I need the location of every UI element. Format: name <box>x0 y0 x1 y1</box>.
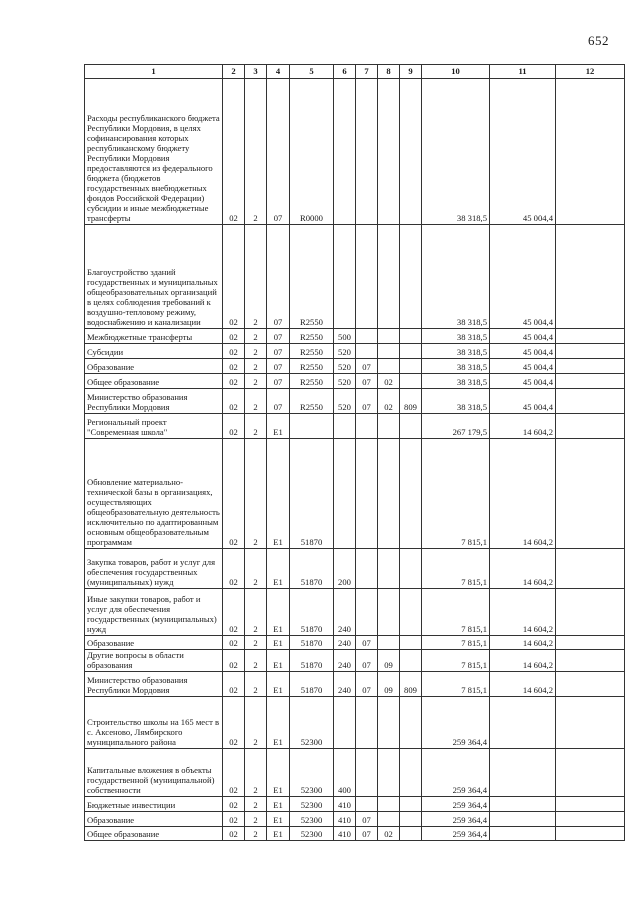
code-cell: 02 <box>223 697 245 749</box>
row-name-cell: Благоустройство зданий государственных и муниципальных общеобразовательных организаций в целях соблюдения требований к воздушно-тепловому режиму, водоснабжению и канализации <box>85 225 223 329</box>
code-cell <box>400 589 422 636</box>
amount-cell: 259 364,4 <box>422 749 490 797</box>
code-cell: 07 <box>356 672 378 697</box>
code-cell: 02 <box>378 374 400 389</box>
code-cell: 02 <box>223 414 245 439</box>
code-cell <box>400 812 422 827</box>
amount-cell <box>490 749 556 797</box>
code-cell <box>334 439 356 549</box>
code-cell: 07 <box>356 650 378 672</box>
amount-cell <box>556 329 625 344</box>
code-cell: 02 <box>223 359 245 374</box>
amount-cell <box>556 697 625 749</box>
column-header: 7 <box>356 65 378 79</box>
column-header: 11 <box>490 65 556 79</box>
code-cell: 52300 <box>290 797 334 812</box>
code-cell: E1 <box>267 749 290 797</box>
column-header: 8 <box>378 65 400 79</box>
code-cell <box>290 414 334 439</box>
code-cell: 52300 <box>290 827 334 841</box>
code-cell <box>356 329 378 344</box>
row-name-cell: Расходы республиканского бюджета Республики Мордовия, в целях софинансирования которых республиканскому бюджету Республики Мордовия предоставляются из федерального бюджета (бюджетов государственных внебюджетных фондов Российской Федерации) субсидии и иные межбюджетные трансферты <box>85 79 223 225</box>
table-row <box>85 636 625 650</box>
amount-cell <box>556 797 625 812</box>
column-header: 9 <box>400 65 422 79</box>
code-cell: 51870 <box>290 650 334 672</box>
code-cell: E1 <box>267 549 290 589</box>
column-header: 10 <box>422 65 490 79</box>
amount-cell: 14 604,2 <box>490 672 556 697</box>
row-name-cell: Иные закупки товаров, работ и услуг для обеспечения государственных (муниципальных) нужд <box>85 589 223 636</box>
amount-cell <box>556 827 625 841</box>
column-header: 12 <box>556 65 625 79</box>
table-row <box>85 359 625 374</box>
code-cell: E1 <box>267 672 290 697</box>
row-name-cell: Бюджетные инвестиции <box>85 797 223 812</box>
code-cell <box>378 549 400 589</box>
code-cell <box>378 797 400 812</box>
code-cell <box>378 697 400 749</box>
amount-cell: 45 004,4 <box>490 374 556 389</box>
code-cell: 02 <box>223 749 245 797</box>
code-cell: 2 <box>245 414 267 439</box>
code-cell: 500 <box>334 329 356 344</box>
code-cell: E1 <box>267 636 290 650</box>
code-cell <box>400 749 422 797</box>
code-cell: 410 <box>334 797 356 812</box>
code-cell: 02 <box>223 374 245 389</box>
code-cell: 02 <box>378 827 400 841</box>
row-name-cell: Образование <box>85 636 223 650</box>
code-cell <box>400 650 422 672</box>
amount-cell: 45 004,4 <box>490 389 556 414</box>
code-cell: 02 <box>223 589 245 636</box>
code-cell <box>356 79 378 225</box>
code-cell <box>378 439 400 549</box>
code-cell: E1 <box>267 439 290 549</box>
code-cell <box>400 374 422 389</box>
row-name-cell: Обновление материально-технической базы в организациях, осуществляющих общеобразовательную деятельность исключительно по адаптированным основным общеобразовательным программам <box>85 439 223 549</box>
amount-cell: 45 004,4 <box>490 225 556 329</box>
code-cell: 02 <box>223 79 245 225</box>
row-name-cell: Строительство школы на 165 мест в с. Аксеново, Лямбирского муниципального района <box>85 697 223 749</box>
code-cell: 52300 <box>290 812 334 827</box>
amount-cell <box>490 812 556 827</box>
code-cell: 07 <box>267 374 290 389</box>
code-cell: 07 <box>356 827 378 841</box>
code-cell: 07 <box>356 812 378 827</box>
amount-cell: 259 364,4 <box>422 797 490 812</box>
amount-cell: 7 815,1 <box>422 672 490 697</box>
column-header: 6 <box>334 65 356 79</box>
amount-cell: 38 318,5 <box>422 374 490 389</box>
budget-table <box>84 64 625 841</box>
code-cell <box>400 79 422 225</box>
code-cell <box>334 697 356 749</box>
code-cell <box>334 79 356 225</box>
code-cell: 2 <box>245 374 267 389</box>
row-name-cell: Министерство образования Республики Мордовия <box>85 672 223 697</box>
code-cell: 200 <box>334 549 356 589</box>
code-cell: 2 <box>245 359 267 374</box>
code-cell: 240 <box>334 589 356 636</box>
code-cell <box>378 329 400 344</box>
code-cell <box>400 549 422 589</box>
code-cell: 410 <box>334 827 356 841</box>
code-cell: 51870 <box>290 672 334 697</box>
code-cell <box>378 414 400 439</box>
amount-cell: 267 179,5 <box>422 414 490 439</box>
amount-cell: 7 815,1 <box>422 549 490 589</box>
table-row <box>85 749 625 797</box>
code-cell: 07 <box>267 225 290 329</box>
table-row <box>85 797 625 812</box>
code-cell: E1 <box>267 827 290 841</box>
row-name-cell: Образование <box>85 812 223 827</box>
amount-cell: 14 604,2 <box>490 636 556 650</box>
header-row <box>85 65 625 79</box>
table-row <box>85 827 625 841</box>
table-row <box>85 374 625 389</box>
code-cell <box>334 414 356 439</box>
amount-cell: 259 364,4 <box>422 827 490 841</box>
code-cell: E1 <box>267 650 290 672</box>
row-name-cell: Общее образование <box>85 827 223 841</box>
code-cell <box>356 439 378 549</box>
amount-cell: 259 364,4 <box>422 812 490 827</box>
code-cell: 2 <box>245 344 267 359</box>
code-cell: R2550 <box>290 389 334 414</box>
code-cell <box>356 225 378 329</box>
code-cell: 52300 <box>290 749 334 797</box>
code-cell: 520 <box>334 374 356 389</box>
code-cell <box>400 225 422 329</box>
code-cell <box>356 797 378 812</box>
code-cell <box>400 439 422 549</box>
amount-cell: 7 815,1 <box>422 439 490 549</box>
code-cell: 02 <box>223 672 245 697</box>
code-cell: 809 <box>400 389 422 414</box>
code-cell: 410 <box>334 812 356 827</box>
row-name-cell: Закупка товаров, работ и услуг для обеспечения государственных (муниципальных) нужд <box>85 549 223 589</box>
code-cell: 2 <box>245 672 267 697</box>
code-cell: 02 <box>223 650 245 672</box>
table-row <box>85 225 625 329</box>
code-cell <box>378 344 400 359</box>
code-cell: 240 <box>334 672 356 697</box>
code-cell: E1 <box>267 697 290 749</box>
amount-cell <box>556 672 625 697</box>
code-cell: 240 <box>334 636 356 650</box>
column-header: 3 <box>245 65 267 79</box>
amount-cell <box>556 589 625 636</box>
table-row <box>85 344 625 359</box>
code-cell: 07 <box>267 359 290 374</box>
column-header: 1 <box>85 65 223 79</box>
code-cell <box>378 636 400 650</box>
code-cell: 02 <box>223 827 245 841</box>
table-row <box>85 439 625 549</box>
code-cell: 2 <box>245 389 267 414</box>
code-cell <box>400 827 422 841</box>
code-cell: 07 <box>267 79 290 225</box>
code-cell: R2550 <box>290 225 334 329</box>
amount-cell <box>556 414 625 439</box>
column-header: 2 <box>223 65 245 79</box>
code-cell: 09 <box>378 672 400 697</box>
amount-cell: 14 604,2 <box>490 549 556 589</box>
amount-cell: 45 004,4 <box>490 359 556 374</box>
code-cell <box>400 414 422 439</box>
code-cell <box>400 344 422 359</box>
amount-cell: 14 604,2 <box>490 650 556 672</box>
amount-cell <box>556 812 625 827</box>
row-name-cell: Министерство образования Республики Мордовия <box>85 389 223 414</box>
row-name-cell: Субсидии <box>85 344 223 359</box>
amount-cell: 45 004,4 <box>490 344 556 359</box>
row-name-cell: Межбюджетные трансферты <box>85 329 223 344</box>
page-number: 652 <box>588 33 609 48</box>
code-cell <box>356 344 378 359</box>
row-name-cell: Капитальные вложения в объекты государственной (муниципальной) собственности <box>85 749 223 797</box>
code-cell <box>334 225 356 329</box>
code-cell: 02 <box>223 812 245 827</box>
code-cell: 07 <box>356 359 378 374</box>
table-row <box>85 79 625 225</box>
code-cell: 02 <box>223 797 245 812</box>
code-cell: E1 <box>267 797 290 812</box>
amount-cell <box>490 827 556 841</box>
table-row <box>85 549 625 589</box>
table-row <box>85 329 625 344</box>
column-header: 5 <box>290 65 334 79</box>
code-cell: 2 <box>245 329 267 344</box>
code-cell <box>400 329 422 344</box>
amount-cell <box>556 79 625 225</box>
column-header: 4 <box>267 65 290 79</box>
code-cell <box>378 225 400 329</box>
amount-cell <box>490 797 556 812</box>
code-cell: 07 <box>267 344 290 359</box>
code-cell: 2 <box>245 650 267 672</box>
code-cell: R0000 <box>290 79 334 225</box>
code-cell: 02 <box>223 389 245 414</box>
code-cell <box>400 359 422 374</box>
code-cell: 2 <box>245 225 267 329</box>
amount-cell: 38 318,5 <box>422 344 490 359</box>
code-cell: 02 <box>223 439 245 549</box>
code-cell: E1 <box>267 589 290 636</box>
code-cell: 07 <box>267 389 290 414</box>
code-cell: 400 <box>334 749 356 797</box>
code-cell <box>378 79 400 225</box>
code-cell: R2550 <box>290 344 334 359</box>
amount-cell <box>556 374 625 389</box>
code-cell: 02 <box>223 636 245 650</box>
code-cell: 2 <box>245 797 267 812</box>
code-cell <box>356 549 378 589</box>
code-cell: 809 <box>400 672 422 697</box>
amount-cell <box>556 636 625 650</box>
amount-cell: 45 004,4 <box>490 329 556 344</box>
code-cell: 07 <box>356 636 378 650</box>
code-cell: 2 <box>245 812 267 827</box>
amount-cell <box>556 549 625 589</box>
code-cell: 51870 <box>290 439 334 549</box>
table-row <box>85 414 625 439</box>
code-cell: 520 <box>334 344 356 359</box>
code-cell: R2550 <box>290 374 334 389</box>
amount-cell: 38 318,5 <box>422 389 490 414</box>
code-cell: 2 <box>245 636 267 650</box>
amount-cell: 38 318,5 <box>422 225 490 329</box>
code-cell: 520 <box>334 389 356 414</box>
amount-cell <box>556 749 625 797</box>
table-row <box>85 672 625 697</box>
code-cell <box>378 589 400 636</box>
code-cell: 2 <box>245 439 267 549</box>
code-cell <box>378 812 400 827</box>
code-cell <box>378 749 400 797</box>
code-cell: R2550 <box>290 329 334 344</box>
amount-cell: 7 815,1 <box>422 650 490 672</box>
code-cell: 2 <box>245 749 267 797</box>
amount-cell: 14 604,2 <box>490 439 556 549</box>
code-cell <box>378 359 400 374</box>
code-cell: 07 <box>267 329 290 344</box>
row-name-cell: Образование <box>85 359 223 374</box>
amount-cell: 38 318,5 <box>422 79 490 225</box>
code-cell <box>356 749 378 797</box>
amount-cell: 14 604,2 <box>490 589 556 636</box>
code-cell <box>400 697 422 749</box>
amount-cell: 259 364,4 <box>422 697 490 749</box>
amount-cell: 7 815,1 <box>422 589 490 636</box>
code-cell: 2 <box>245 589 267 636</box>
code-cell <box>400 797 422 812</box>
code-cell <box>356 697 378 749</box>
amount-cell <box>556 650 625 672</box>
code-cell: 07 <box>356 389 378 414</box>
code-cell: 02 <box>223 549 245 589</box>
code-cell: E1 <box>267 812 290 827</box>
code-cell: 240 <box>334 650 356 672</box>
amount-cell: 38 318,5 <box>422 329 490 344</box>
table-row <box>85 697 625 749</box>
code-cell: 52300 <box>290 697 334 749</box>
amount-cell <box>556 359 625 374</box>
code-cell: 2 <box>245 827 267 841</box>
row-name-cell: Общее образование <box>85 374 223 389</box>
code-cell: 520 <box>334 359 356 374</box>
code-cell: 51870 <box>290 549 334 589</box>
table-row <box>85 812 625 827</box>
amount-cell: 14 604,2 <box>490 414 556 439</box>
code-cell: 2 <box>245 549 267 589</box>
table-row <box>85 589 625 636</box>
code-cell: R2550 <box>290 359 334 374</box>
code-cell: 2 <box>245 79 267 225</box>
amount-cell <box>556 225 625 329</box>
table-row <box>85 389 625 414</box>
amount-cell <box>556 439 625 549</box>
code-cell: 02 <box>378 389 400 414</box>
amount-cell: 38 318,5 <box>422 359 490 374</box>
amount-cell <box>490 697 556 749</box>
code-cell: 51870 <box>290 636 334 650</box>
code-cell <box>356 414 378 439</box>
row-name-cell: Другие вопросы в области образования <box>85 650 223 672</box>
code-cell: 02 <box>223 329 245 344</box>
code-cell: E1 <box>267 414 290 439</box>
table-row <box>85 650 625 672</box>
code-cell: 09 <box>378 650 400 672</box>
code-cell: 51870 <box>290 589 334 636</box>
amount-cell <box>556 344 625 359</box>
amount-cell <box>556 389 625 414</box>
code-cell <box>356 589 378 636</box>
code-cell: 02 <box>223 225 245 329</box>
code-cell: 07 <box>356 374 378 389</box>
code-cell <box>400 636 422 650</box>
code-cell: 2 <box>245 697 267 749</box>
code-cell: 02 <box>223 344 245 359</box>
amount-cell: 7 815,1 <box>422 636 490 650</box>
amount-cell: 45 004,4 <box>490 79 556 225</box>
row-name-cell: Региональный проект "Современная школа" <box>85 414 223 439</box>
